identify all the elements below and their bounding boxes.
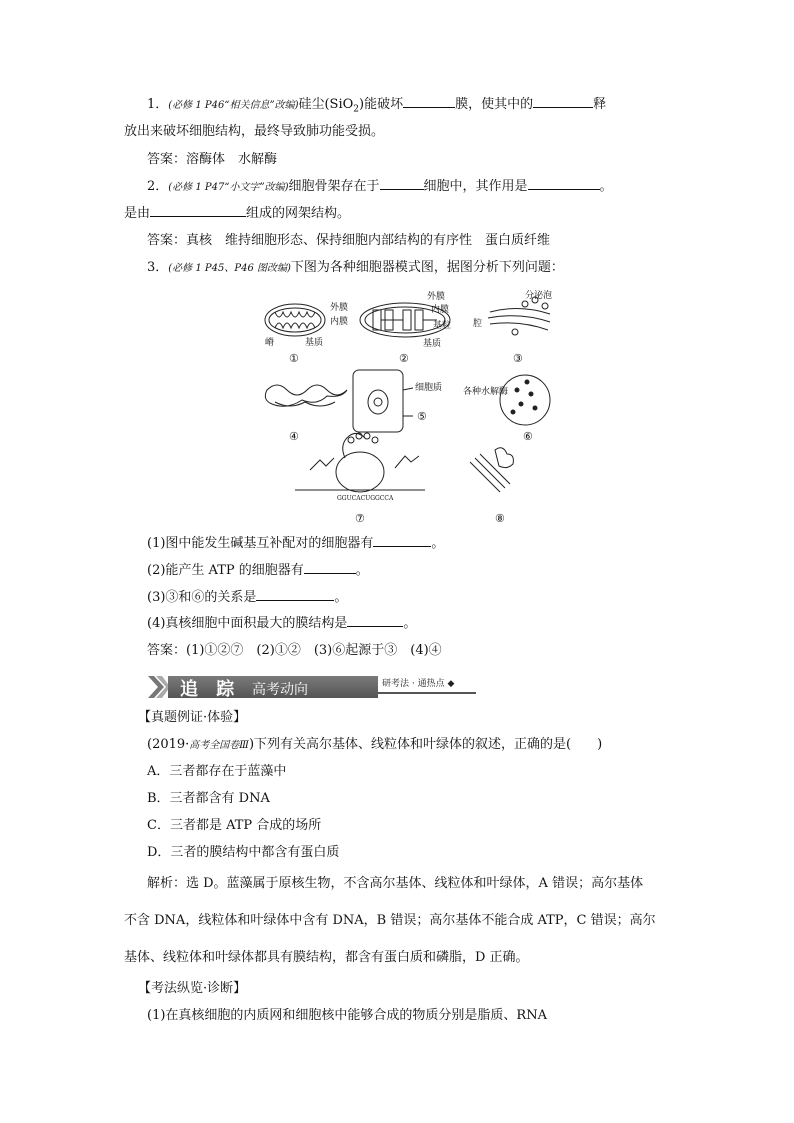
q2-answer: 答案：真核 维持细胞形态、保持细胞内部结构的有序性 蛋白质纤维 [147, 233, 551, 248]
chevron-icon [146, 676, 170, 698]
svg-text:⑦: ⑦ [355, 512, 365, 525]
svg-text:基质: 基质 [305, 338, 324, 348]
svg-text:细胞质: 细胞质 [415, 383, 443, 393]
svg-text:分泌泡: 分泌泡 [525, 291, 553, 301]
blank [373, 534, 431, 547]
svg-text:③: ③ [513, 352, 523, 365]
svg-text:各种水解酶: 各种水解酶 [463, 387, 509, 397]
svg-text:GGUCACUGGCCA: GGUCACUGGCCA [337, 495, 394, 502]
option-a: A．三者都存在于蓝藻中 [147, 764, 287, 779]
q2-line2: 是由 组成的网架结构。 [124, 206, 351, 221]
svg-text:嵴: 嵴 [265, 338, 275, 348]
lysosome-drawing [500, 375, 550, 425]
option-d: D．三者的膜结构中都含有蛋白质 [147, 845, 340, 860]
q1-line2: 放出来破坏细胞结构，最终导致肺功能受损。 [124, 124, 385, 139]
svg-text:②: ② [399, 352, 409, 365]
real-stem: (2019·高考全国卷Ⅲ)下列有关高尔基体、线粒体和叶绿体的叙述，正确的是( ) [147, 737, 603, 752]
review-heading: 【考法纵览·诊断】 [138, 981, 247, 996]
banner-title: 追 踪 [180, 679, 241, 700]
option-c: C．三者都是 ATP 合成的场所 [147, 818, 322, 833]
analysis-line3: 基体、线粒体和叶绿体都具有膜结构，都含有蛋白质和磷脂，D 正确。 [124, 950, 529, 965]
q3-sub4: (4)真核细胞中面积最大的膜结构是 。 [147, 616, 417, 631]
svg-text:④: ④ [289, 430, 299, 443]
svg-text:内膜: 内膜 [431, 305, 450, 315]
svg-text:腔: 腔 [473, 319, 483, 329]
blank [256, 588, 334, 601]
mitochondrion-drawing [265, 304, 325, 336]
blank [528, 177, 600, 190]
svg-text:内膜: 内膜 [330, 317, 349, 327]
ribosome-drawing [295, 433, 425, 492]
banner-subtitle: 高考动向 [252, 682, 308, 698]
blank [304, 561, 356, 574]
svg-text:⑥: ⑥ [523, 430, 533, 443]
review-item1: (1)在真核细胞的内质网和细胞核中能够合成的物质分别是脂质、RNA [147, 1008, 547, 1023]
organelle-figure [255, 290, 555, 530]
q1-line1: 1．(必修 1 P46“相关信息”改编)硅尘(SiO$_2$)能破坏 膜，使其中的 释 [147, 97, 607, 115]
blank [380, 177, 424, 190]
svg-text:⑧: ⑧ [495, 512, 505, 525]
q2-line1: 2．(必修 1 P47“小文字”改编)细胞骨架存在于 细胞中，其作用是 。 [147, 179, 613, 194]
q3-answer: 答案：(1)①②⑦ (2)①② (3)⑥起源于③ (4)④ [147, 643, 442, 658]
q1-answer: 答案：溶酶体 水解酶 [147, 152, 278, 167]
blank [403, 95, 455, 108]
blank [533, 95, 593, 108]
section-banner [146, 672, 476, 702]
cell-drawing [353, 370, 413, 432]
analysis-line1: 解析：选 D。蓝藻属于原核生物，不含高尔基体、线粒体和叶绿体，A 错误；高尔基体 [147, 876, 644, 891]
svg-text:外膜: 外膜 [427, 292, 446, 302]
q3-sub1: (1)图中能发生碱基互补配对的细胞器有 。 [147, 536, 445, 551]
centriole-drawing [470, 448, 513, 492]
svg-text:外膜: 外膜 [330, 303, 349, 313]
er-drawing [265, 385, 347, 406]
svg-text:基粒: 基粒 [433, 321, 452, 331]
svg-text:⑤: ⑤ [417, 410, 427, 423]
analysis-line2: 不含 DNA，线粒体和叶绿体中含有 DNA，B 错误；高尔基体不能合成 ATP，C 错误；高尔 [124, 913, 656, 928]
golgi-drawing [488, 297, 550, 335]
q3-sub2: (2)能产生 ATP 的细胞器有 。 [147, 563, 369, 578]
blank [347, 614, 403, 627]
svg-text:基质: 基质 [423, 339, 442, 349]
blank [150, 204, 246, 217]
banner-right: 研考法 · 通热点 ◆ [382, 679, 455, 689]
real-heading: 【真题例证·体验】 [138, 710, 247, 725]
q3-line1: 3．(必修 1 P45、P46 图改编)下图为各种细胞器模式图，据图分析下列问题： [147, 260, 564, 275]
option-b: B．三者都含有 DNA [147, 791, 270, 806]
q3-sub3: (3)③和⑥的关系是 。 [147, 590, 348, 605]
svg-text:①: ① [289, 352, 299, 365]
